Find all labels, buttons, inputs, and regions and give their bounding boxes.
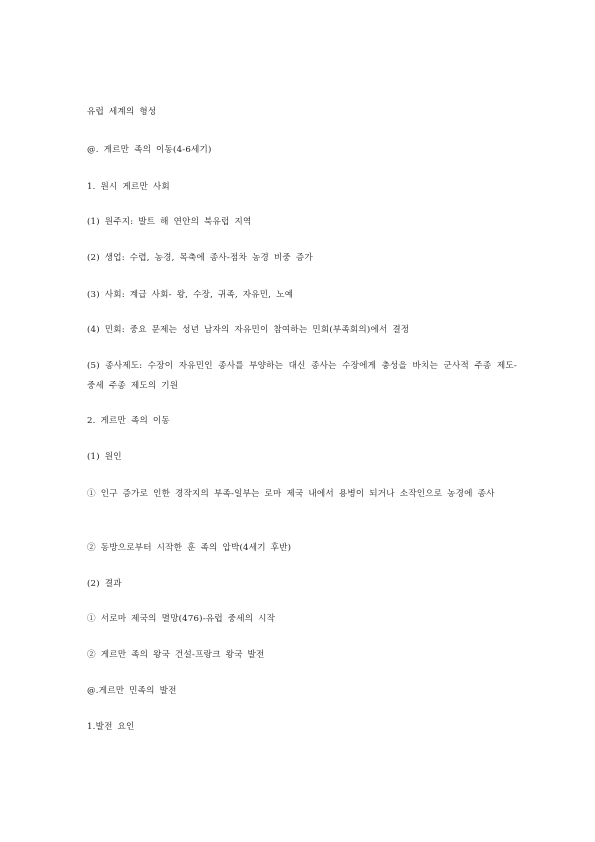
list-item: (1) 원주지: 발트 해 연안의 북유럽 지역 <box>87 217 252 227</box>
list-item: ① 인구 증가로 인한 경작지의 부족-일부는 로마 제국 내에서 용병이 되거나 소작인으로 농경에 종사 <box>87 489 495 499</box>
list-item: (5) 종사제도: 수장이 자유민인 종사를 부양하는 대신 종사는 수장에게 충성을 바치는 군사적 주종 제도- 중세 주종 제도의 기원 <box>87 361 517 391</box>
subsection-heading: 1.발전 요인 <box>87 722 135 732</box>
document-title: 유럽 세계의 형성 <box>87 107 157 117</box>
list-item: (2) 결과 <box>87 579 122 589</box>
list-item: (4) 민회: 중요 문제는 성년 남자의 자유민이 참여하는 민회(부족회의)에서 결정 <box>87 325 410 335</box>
subsection-heading: 1. 원시 게르만 사회 <box>87 182 170 192</box>
section-heading: @.게르만 민족의 발전 <box>87 686 177 696</box>
list-item: (1) 원인 <box>87 452 122 462</box>
section-heading: @. 게르만 족의 이동(4-6세기) <box>87 145 212 155</box>
list-item: ② 게르만 족의 왕국 건설-프랑크 왕국 발전 <box>87 650 265 660</box>
list-item: ① 서로마 제국의 멸망(476)-유럽 중세의 시작 <box>87 614 276 624</box>
subsection-heading: 2. 게르만 족의 이동 <box>87 416 170 426</box>
list-item: (3) 사회: 계급 사회- 왕, 수장, 귀족, 자유민, 노예 <box>87 290 294 300</box>
list-item: ② 동방으로부터 시작한 훈 족의 압박(4세기 후반) <box>87 543 292 553</box>
list-item: (2) 생업: 수렵, 농경, 목축에 종사-점차 농경 비중 증가 <box>87 253 313 263</box>
